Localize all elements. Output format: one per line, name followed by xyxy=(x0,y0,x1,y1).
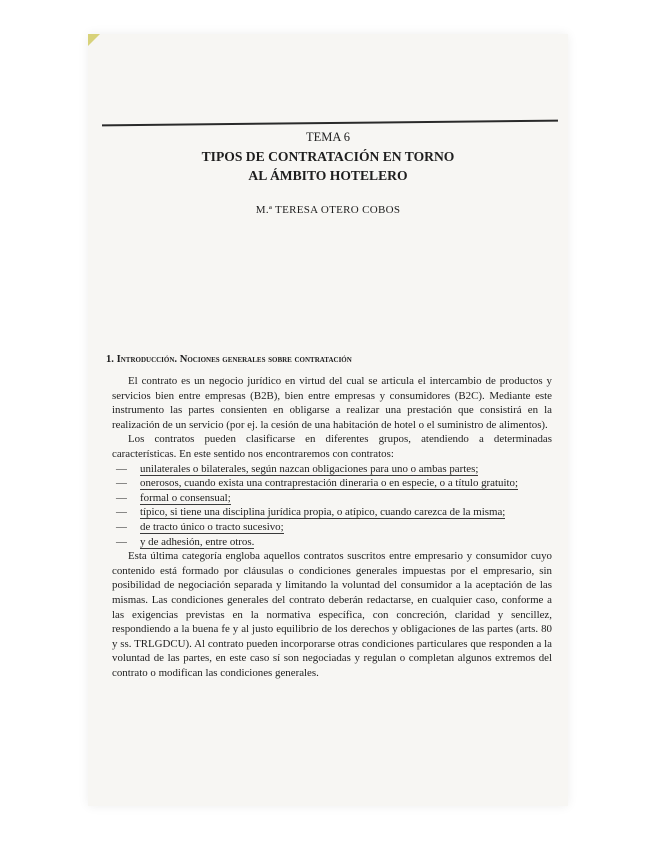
section-number: 1. xyxy=(106,354,114,365)
body-text xyxy=(112,374,552,680)
list-item-text: y de adhesión, entre otros. xyxy=(140,535,255,548)
chapter-number: TEMA 6 xyxy=(305,130,351,144)
section-heading xyxy=(106,354,352,365)
paragraph-contract-classification: Los contratos pueden clasificarse en diferentes grupos, atendiendo a determinadas características. En este sentido nos encontraremos con contratos: xyxy=(112,433,552,460)
chapter-title-line-2: AL ÁMBITO HOTELERO xyxy=(248,168,408,183)
chapter-title-line-1: TIPOS DE CONTRATACIÓN EN TORNO xyxy=(201,149,455,164)
list-item xyxy=(112,491,552,506)
list-item xyxy=(112,535,552,550)
chapter-title xyxy=(88,147,568,185)
section-title: Introducción. Nociones generales sobre contratación xyxy=(116,354,352,365)
list-item xyxy=(112,520,552,535)
list-item xyxy=(112,462,552,477)
list-item-text: de tracto único o tracto sucesivo; xyxy=(140,520,284,533)
paragraph-adhesion-contracts: Esta última categoría engloba aquellos contratos suscritos entre empresario y consumidor cuyo contenido está formado por cláusulas o condiciones generales impuestas por el empresario, sin posibilidad de negociación separada y limitando la voluntad del consumidor a la aceptación de las mismas. Las condiciones generales del contrato deberán redactarse, en cualquier caso, conforme a las exigencias previstas en la normativa específica, con concreción, claridad y sencillez, respondiendo a la buena fe y al justo equilibrio de los derechos y obligaciones de las partes (arts. 80 y ss. TRLGDCU). Al contrato pueden incorporarse otras condiciones particulares que responden a la voluntad de las partes, en este caso sí son negociadas y regulan o completan algunos extremos del contrato o modifican las condiciones generales. xyxy=(112,550,552,679)
header-rule xyxy=(102,120,558,127)
list-item-text: unilaterales o bilaterales, según nazcan obligaciones para uno o ambas partes; xyxy=(140,462,479,475)
list-item-text: formal o consensual; xyxy=(140,491,231,504)
list-item xyxy=(112,476,552,491)
list-item xyxy=(112,505,552,520)
paragraph-contract-definition: El contrato es un negocio jurídico en virtud del cual se articula el intercambio de productos y servicios bien entre empresas (B2B), bien entre empresas y consumidores (B2C). Mediante este instrumento las partes consienten en obligarse a realizar una prestación que consistirá en la realización de un servicio (por ej. la cesión de una habitación de hotel o el suministro de alimentos). xyxy=(112,375,552,431)
contract-types-list xyxy=(112,462,552,550)
chapter-author: M.ª TERESA OTERO COBOS xyxy=(255,204,401,216)
book-page xyxy=(88,34,568,806)
list-item-text: típico, si tiene una disciplina jurídica propia, o atípico, cuando carezca de la misma; xyxy=(140,506,506,519)
page-corner-mark xyxy=(88,34,100,46)
list-item-text: onerosos, cuando exista una contraprestación dineraria o en especie, o a título gratuito; xyxy=(140,477,519,490)
